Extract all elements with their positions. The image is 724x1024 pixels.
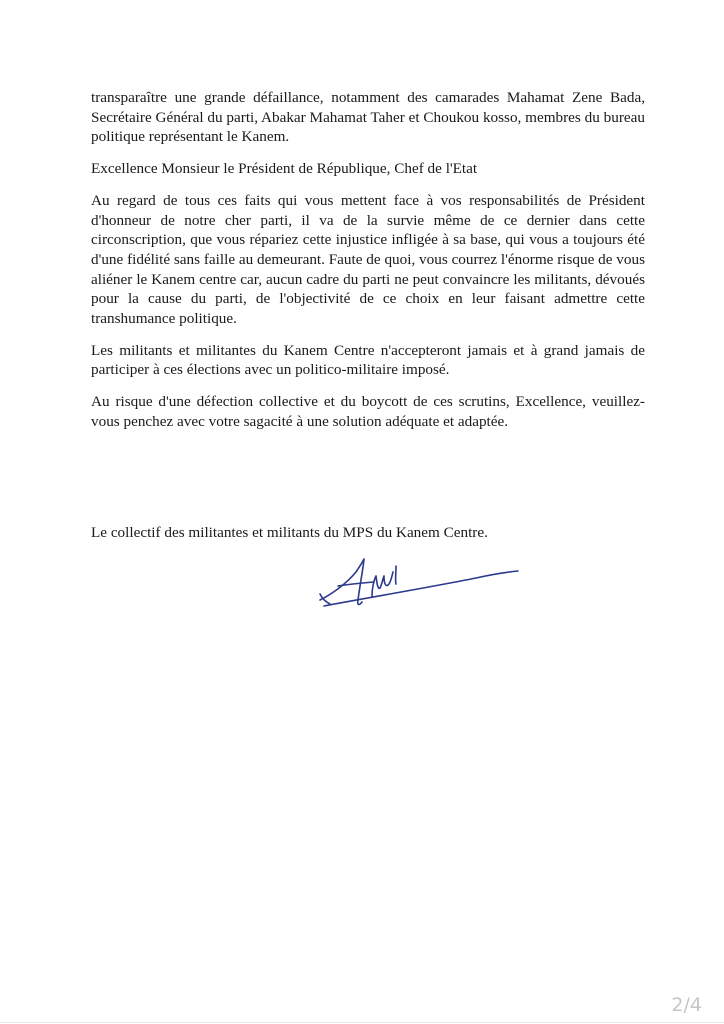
paragraph-boycott-warning: Au risque d'une défection collective et du boycott de ces scrutins, Excellence, veuillez-vous penchez avec votre sagacité à une solution adéquate et adaptée. (91, 393, 645, 430)
page-edge-divider (0, 1022, 724, 1023)
paragraph-salutation: Excellence Monsieur le Président de République, Chef de l'Etat (91, 160, 478, 178)
paragraph-responsibilities: Au regard de tous ces faits qui vous mettent face à vos responsabilités de Président d'honneur de notre cher parti, il va de la survie même de ce dernier dans cette circonscription, que vous répariez cette injustice infligée à sa base, qui vous a toujours été d'une fidélité sans faille au demeurant. Faute de quoi, vous courrez l'énorme risque de vous aliéner le Kanem centre car, aucun cadre du parti ne peut convaincre les militants, dévoués pour la cause du parti, de l'objectivité de ce choix en leur faisant admettre cette transhumance politique. (91, 192, 645, 327)
page-number: 2/4 (671, 994, 702, 1016)
closing-signature-line: Le collectif des militantes et militants du MPS du Kanem Centre. (91, 524, 488, 541)
paragraph-continuation: transparaître une grande défaillance, notamment des camarades Mahamat Zene Bada, Secrétaire Général du parti, Abakar Mahamat Taher et Choukou kosso, membres du bureau politique représentant le Kanem. (91, 89, 645, 146)
letter-body (91, 88, 645, 444)
signature-strokes (320, 559, 518, 606)
paragraph-militants-refusal: Les militants et militantes du Kanem Centre n'accepteront jamais et à grand jamais de participer à ces élections avec un politico-militaire imposé. (91, 341, 645, 379)
handwritten-signature (316, 556, 522, 608)
